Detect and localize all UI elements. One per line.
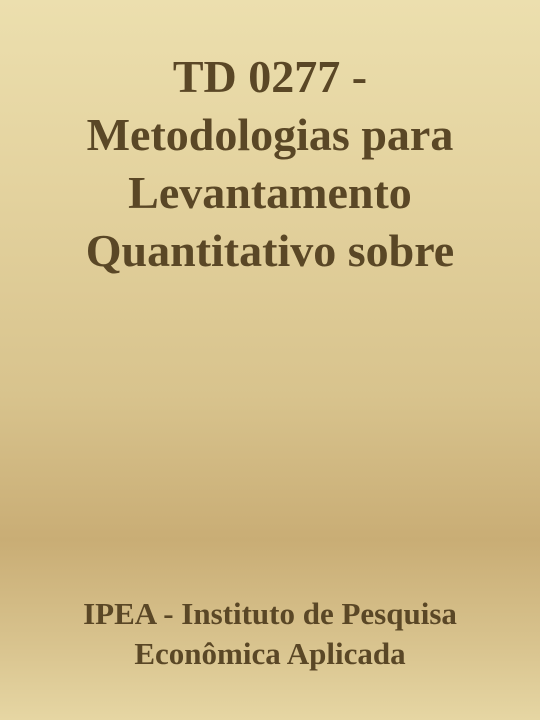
author-line: IPEA - Instituto de Pesquisa — [83, 596, 457, 631]
book-author — [20, 594, 520, 674]
title-line: Metodologias para — [86, 109, 454, 160]
title-line: TD 0277 - — [172, 51, 368, 102]
title-line: Quantitativo sobre — [85, 225, 455, 276]
book-title — [20, 48, 520, 280]
title-line: Levantamento — [128, 167, 412, 218]
author-line: Econômica Aplicada — [134, 636, 406, 671]
